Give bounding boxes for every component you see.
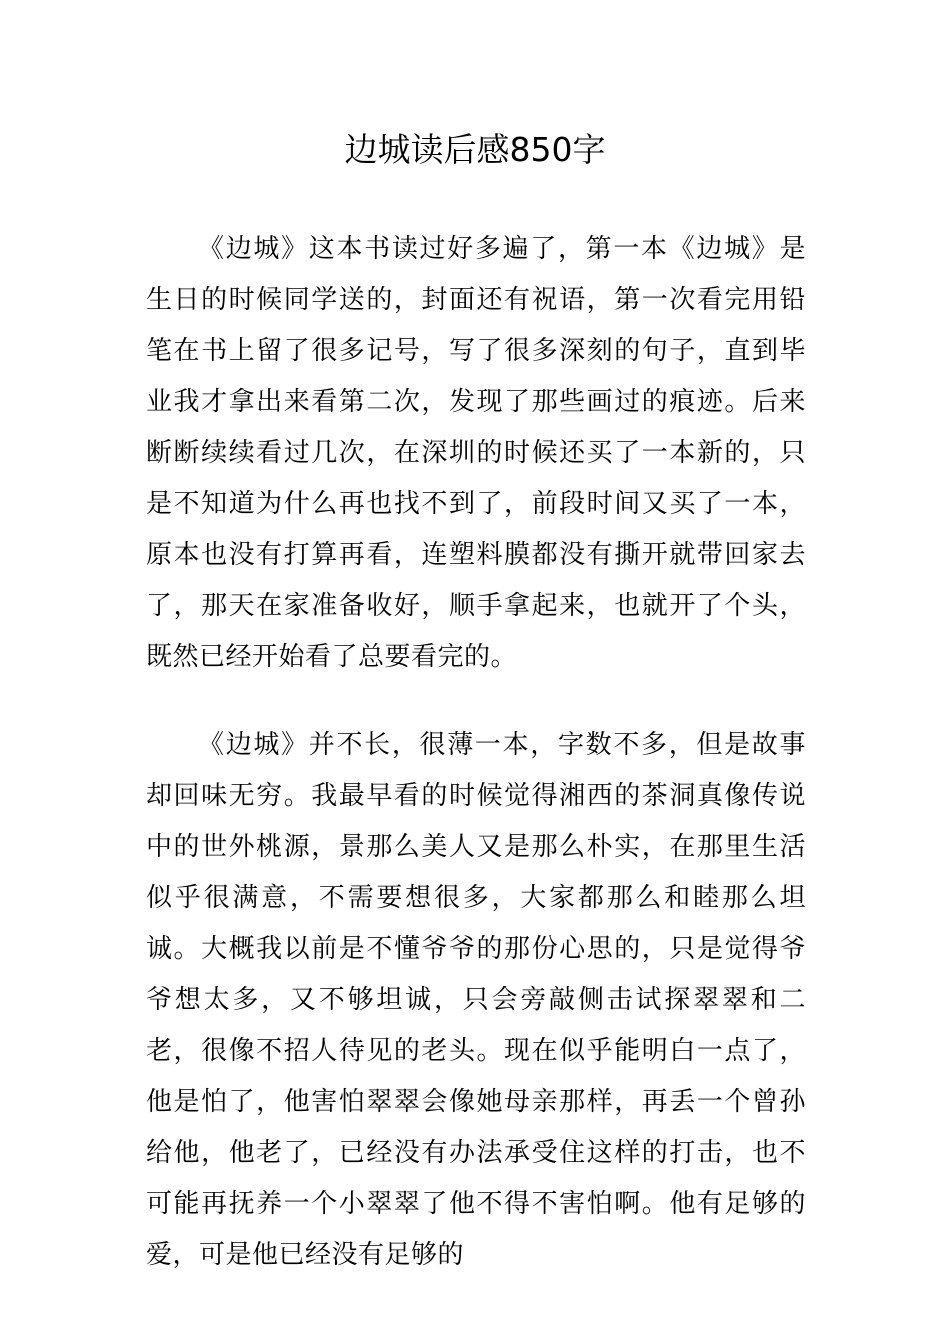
page-title: 边城读后感850字 <box>344 130 606 169</box>
paragraph-1: 《边城》这本书读过好多遍了，第一本《边城》是生日的时候同学送的，封面还有祝语，第一次看完用铅笔在书上留了很多记号，写了很多深刻的句子，直到毕业我才拿出来看第二次，发现了那些画过的痕迹。后来断断续续看过几次，在深圳的时候还买了一本新的，只是不知道为什么再也找不到了，前段时间又买了一本，原本也没有打算再看，连塑料膜都没有撕开就带回家去了，那天在家准备收好，顺手拿起来，也就开了个头，既然已经开始看了总要看完的。 <box>146 234 806 672</box>
paragraph-2: 《边城》并不长，很薄一本，字数不多，但是故事却回味无穷。我最早看的时候觉得湘西的茶洞真像传说中的世外桃源，景那么美人又是那么朴实，在那里生活似乎很满意，不需要想很多，大家都那么和睦那么坦诚。大概我以前是不懂爷爷的那份心思的，只是觉得爷爷想太多，又不够坦诚，只会旁敲侧击试探翠翠和二老，很像不招人待见的老头。现在似乎能明白一点了，他是怕了，他害怕翠翠会像她母亲那样，再丢一个曾孙给他，他老了，已经没有办法承受住这样的打击，也不可能再抚养一个小翠翠了他不得不害怕啊。他有足够的爱，可是他已经没有足够的 <box>146 730 806 1270</box>
